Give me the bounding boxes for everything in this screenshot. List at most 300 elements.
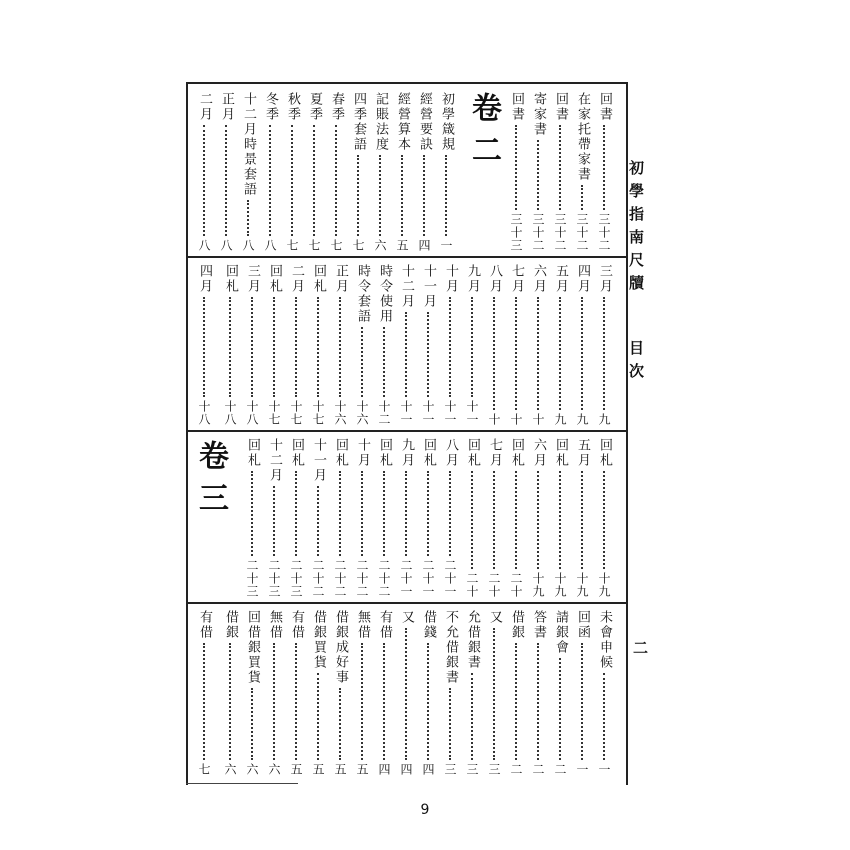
toc-entry bbox=[508, 92, 524, 252]
leader-dots bbox=[339, 471, 341, 556]
entry-title: 借銀 bbox=[509, 610, 524, 640]
entry-title: 記賬法度 bbox=[373, 92, 388, 152]
leader-dots bbox=[427, 312, 429, 397]
entry-title: 秋季 bbox=[285, 92, 300, 122]
entry-title: 九月 bbox=[399, 438, 414, 468]
toc-entry bbox=[266, 438, 282, 598]
toc-entry bbox=[420, 264, 436, 426]
leader-dots bbox=[273, 297, 275, 397]
entry-page-number: 三 bbox=[443, 763, 457, 776]
toc-entry bbox=[464, 610, 480, 776]
leader-dots bbox=[247, 200, 249, 236]
entry-page-number: 五 bbox=[333, 763, 347, 776]
toc-entry bbox=[244, 610, 260, 776]
panel-divider-1 bbox=[186, 256, 626, 258]
leader-dots bbox=[379, 155, 381, 236]
entry-page-number: 二 bbox=[553, 763, 567, 776]
toc-entry bbox=[310, 610, 326, 776]
entry-title: 回札 bbox=[465, 438, 480, 468]
entry-title: 夏季 bbox=[307, 92, 322, 122]
entry-page-number: 十八 bbox=[245, 400, 259, 426]
entry-title: 無借 bbox=[267, 610, 282, 640]
leader-dots bbox=[603, 673, 605, 760]
entry-title: 五月 bbox=[575, 438, 590, 468]
entry-page-number: 十八 bbox=[197, 400, 211, 426]
leader-dots bbox=[445, 155, 447, 236]
leader-dots bbox=[339, 297, 341, 397]
toc-entry bbox=[530, 438, 546, 598]
leader-dots bbox=[471, 471, 473, 569]
toc-entry bbox=[196, 264, 212, 426]
leader-dots bbox=[515, 125, 517, 210]
leader-dots bbox=[493, 628, 495, 760]
entry-title: 九月 bbox=[465, 264, 480, 294]
entry-title: 借銀成好事 bbox=[333, 610, 348, 685]
leader-dots bbox=[603, 125, 605, 210]
toc-entry bbox=[530, 610, 546, 776]
toc-entry bbox=[350, 92, 366, 252]
leader-dots bbox=[317, 673, 319, 760]
leader-dots bbox=[515, 471, 517, 569]
toc-entry bbox=[398, 264, 414, 426]
entry-title: 回函 bbox=[575, 610, 590, 640]
entry-title: 六月 bbox=[531, 438, 546, 468]
entry-title: 回札 bbox=[509, 438, 524, 468]
toc-entry bbox=[442, 438, 458, 598]
toc-entry bbox=[574, 264, 590, 426]
entry-page-number: 十一 bbox=[399, 400, 413, 426]
toc-entry bbox=[240, 92, 256, 252]
leader-dots bbox=[559, 658, 561, 760]
leader-dots bbox=[295, 471, 297, 556]
toc-entry bbox=[508, 438, 524, 598]
entry-title: 八月 bbox=[443, 438, 458, 468]
entry-title: 回札 bbox=[597, 438, 612, 468]
leader-dots bbox=[383, 327, 385, 397]
entry-page-number: 二十 bbox=[487, 572, 501, 598]
entry-title: 十一月 bbox=[421, 264, 436, 309]
entry-page-number: 二十一 bbox=[443, 559, 457, 598]
entry-page-number: 二十三 bbox=[245, 559, 259, 598]
toc-entry bbox=[218, 92, 234, 252]
entry-page-number: 十 bbox=[487, 413, 501, 426]
leader-dots bbox=[339, 688, 341, 760]
entry-title: 不允借銀書 bbox=[443, 610, 458, 685]
toc-entry bbox=[372, 92, 388, 252]
entry-page-number: 十六 bbox=[333, 400, 347, 426]
entry-title: 回札 bbox=[223, 264, 238, 294]
leader-dots bbox=[295, 297, 297, 397]
leader-dots bbox=[515, 297, 517, 410]
entry-title: 借錢 bbox=[421, 610, 436, 640]
leader-dots bbox=[537, 140, 539, 210]
entry-title: 五月 bbox=[553, 264, 568, 294]
entry-title: 回書 bbox=[509, 92, 524, 122]
toc-entry bbox=[442, 264, 458, 426]
book-title: 初學指南尺牘 bbox=[627, 160, 645, 298]
toc-entry bbox=[552, 264, 568, 426]
entry-page-number: 三 bbox=[465, 763, 479, 776]
leaf-number: 二 bbox=[631, 640, 649, 655]
entry-page-number: 二十三 bbox=[289, 559, 303, 598]
volume-label-3: 卷三 bbox=[193, 440, 228, 524]
entry-title: 三月 bbox=[245, 264, 260, 294]
toc-entry bbox=[596, 264, 612, 426]
toc-entry bbox=[394, 92, 410, 252]
toc-entry bbox=[354, 610, 370, 776]
entry-title: 回札 bbox=[421, 438, 436, 468]
top-rule bbox=[186, 82, 626, 84]
toc-entry bbox=[354, 438, 370, 598]
leader-dots bbox=[427, 643, 429, 760]
entry-title: 六月 bbox=[531, 264, 546, 294]
entry-title: 七月 bbox=[509, 264, 524, 294]
leader-dots bbox=[537, 471, 539, 569]
entry-title: 正月 bbox=[333, 264, 348, 294]
toc-entry bbox=[464, 438, 480, 598]
entry-page-number: 十九 bbox=[575, 572, 589, 598]
entry-title: 回借銀買貨 bbox=[245, 610, 260, 685]
entry-page-number: 十九 bbox=[597, 572, 611, 598]
entry-page-number: 七 bbox=[329, 239, 343, 252]
entry-page-number: 二十三 bbox=[267, 559, 281, 598]
entry-title: 又 bbox=[399, 610, 414, 625]
entry-page-number: 八 bbox=[197, 239, 211, 252]
entry-title: 正月 bbox=[219, 92, 234, 122]
entry-title: 有借 bbox=[377, 610, 392, 640]
leader-dots bbox=[493, 471, 495, 569]
toc-entry bbox=[596, 610, 612, 776]
leader-dots bbox=[537, 297, 539, 410]
entry-page-number: 八 bbox=[263, 239, 277, 252]
toc-entry bbox=[464, 264, 480, 426]
entry-page-number: 五 bbox=[395, 239, 409, 252]
entry-title: 十二月 bbox=[399, 264, 414, 309]
entry-page-number: 十九 bbox=[531, 572, 545, 598]
entry-title: 回札 bbox=[377, 438, 392, 468]
toc-entry bbox=[196, 92, 212, 252]
toc-entry bbox=[310, 264, 326, 426]
entry-page-number: 二十一 bbox=[421, 559, 435, 598]
leader-dots bbox=[203, 643, 205, 760]
toc-entry bbox=[442, 610, 458, 776]
leader-dots bbox=[291, 125, 293, 236]
entry-title: 回札 bbox=[289, 438, 304, 468]
entry-page-number: 二十二 bbox=[377, 559, 391, 598]
leader-dots bbox=[251, 471, 253, 556]
entry-page-number: 六 bbox=[245, 763, 259, 776]
entry-page-number: 十九 bbox=[553, 572, 567, 598]
leader-dots bbox=[449, 297, 451, 397]
entry-page-number: 八 bbox=[241, 239, 255, 252]
entry-title: 四月 bbox=[197, 264, 212, 294]
toc-entry bbox=[420, 610, 436, 776]
leader-dots bbox=[269, 125, 271, 236]
entry-title: 回書 bbox=[597, 92, 612, 122]
toc-entry bbox=[376, 438, 392, 598]
leader-dots bbox=[471, 297, 473, 397]
leader-dots bbox=[427, 471, 429, 556]
entry-page-number: 七 bbox=[197, 763, 211, 776]
entry-title: 回札 bbox=[553, 438, 568, 468]
leader-dots bbox=[581, 297, 583, 410]
leader-dots bbox=[559, 471, 561, 569]
leader-dots bbox=[471, 673, 473, 760]
page-number: 9 bbox=[420, 802, 430, 818]
toc-entry bbox=[332, 610, 348, 776]
toc-entry bbox=[574, 92, 590, 252]
leader-dots bbox=[357, 155, 359, 236]
leader-dots bbox=[317, 486, 319, 556]
entry-title: 二月 bbox=[197, 92, 212, 122]
entry-page-number: 二十一 bbox=[399, 559, 413, 598]
leader-dots bbox=[203, 125, 205, 236]
leader-dots bbox=[317, 297, 319, 397]
toc-entry bbox=[288, 438, 304, 598]
toc-entry bbox=[332, 264, 348, 426]
entry-title: 經營算本 bbox=[395, 92, 410, 152]
entry-title: 十二月時景套語 bbox=[241, 92, 256, 197]
leader-dots bbox=[383, 471, 385, 556]
panel-divider-3 bbox=[186, 602, 626, 604]
leader-dots bbox=[361, 643, 363, 760]
entry-title: 八月 bbox=[487, 264, 502, 294]
entry-title: 四季套語 bbox=[351, 92, 366, 152]
leader-dots bbox=[603, 297, 605, 410]
entry-page-number: 三十三 bbox=[509, 213, 523, 252]
entry-title: 回書 bbox=[553, 92, 568, 122]
leader-dots bbox=[361, 471, 363, 556]
toc-entry bbox=[262, 92, 278, 252]
entry-page-number: 一 bbox=[439, 239, 453, 252]
leader-dots bbox=[603, 471, 605, 569]
entry-title: 有借 bbox=[289, 610, 304, 640]
entry-page-number: 十一 bbox=[443, 400, 457, 426]
entry-title: 三月 bbox=[597, 264, 612, 294]
entry-page-number: 十一 bbox=[465, 400, 479, 426]
toc-entry bbox=[438, 92, 454, 252]
entry-page-number: 十 bbox=[509, 413, 523, 426]
entry-page-number: 六 bbox=[223, 763, 237, 776]
entry-page-number: 八 bbox=[219, 239, 233, 252]
leader-dots bbox=[313, 125, 315, 236]
toc-entry bbox=[284, 92, 300, 252]
entry-page-number: 十 bbox=[531, 413, 545, 426]
leader-dots bbox=[423, 155, 425, 236]
entry-title: 初學箴規 bbox=[439, 92, 454, 152]
entry-page-number: 十七 bbox=[311, 400, 325, 426]
entry-title: 有借 bbox=[197, 610, 212, 640]
entry-page-number: 二十 bbox=[509, 572, 523, 598]
entry-title: 經營要訣 bbox=[417, 92, 432, 152]
toc-entry bbox=[508, 610, 524, 776]
entry-page-number: 九 bbox=[597, 413, 611, 426]
entry-page-number: 四 bbox=[417, 239, 431, 252]
entry-page-number: 七 bbox=[285, 239, 299, 252]
toc-entry bbox=[266, 264, 282, 426]
toc-entry bbox=[530, 92, 546, 252]
entry-page-number: 三十二 bbox=[597, 213, 611, 252]
entry-page-number: 七 bbox=[351, 239, 365, 252]
entry-page-number: 十七 bbox=[267, 400, 281, 426]
leader-dots bbox=[203, 297, 205, 397]
entry-page-number: 二 bbox=[509, 763, 523, 776]
leader-dots bbox=[405, 471, 407, 556]
entry-page-number: 一 bbox=[575, 763, 589, 776]
entry-page-number: 五 bbox=[289, 763, 303, 776]
toc-entry bbox=[596, 92, 612, 252]
toc-entry bbox=[552, 92, 568, 252]
entry-title: 回札 bbox=[267, 264, 282, 294]
entry-page-number: 九 bbox=[553, 413, 567, 426]
toc-entry bbox=[332, 438, 348, 598]
entry-title: 回札 bbox=[333, 438, 348, 468]
entry-title: 回札 bbox=[245, 438, 260, 468]
leader-dots bbox=[493, 297, 495, 410]
leader-dots bbox=[401, 155, 403, 236]
entry-title: 十月 bbox=[355, 438, 370, 468]
entry-title: 借銀買貨 bbox=[311, 610, 326, 670]
entry-title: 請銀會 bbox=[553, 610, 568, 655]
entry-title: 回札 bbox=[311, 264, 326, 294]
entry-title: 十二月 bbox=[267, 438, 282, 483]
toc-entry bbox=[416, 92, 432, 252]
leader-dots bbox=[559, 125, 561, 210]
toc-entry bbox=[552, 610, 568, 776]
entry-page-number: 三 bbox=[487, 763, 501, 776]
entry-page-number: 四 bbox=[377, 763, 391, 776]
toc-entry bbox=[376, 264, 392, 426]
leader-dots bbox=[251, 297, 253, 397]
entry-page-number: 三十二 bbox=[531, 213, 545, 252]
entry-page-number: 九 bbox=[575, 413, 589, 426]
entry-page-number: 五 bbox=[355, 763, 369, 776]
entry-page-number: 三十二 bbox=[553, 213, 567, 252]
entry-title: 借銀 bbox=[223, 610, 238, 640]
toc-entry bbox=[486, 438, 502, 598]
leader-dots bbox=[449, 471, 451, 556]
leader-dots bbox=[581, 643, 583, 760]
entry-page-number: 二十二 bbox=[311, 559, 325, 598]
entry-title: 無借 bbox=[355, 610, 370, 640]
entry-page-number: 十一 bbox=[421, 400, 435, 426]
entry-title: 又 bbox=[487, 610, 502, 625]
toc-entry bbox=[596, 438, 612, 598]
entry-title: 十月 bbox=[443, 264, 458, 294]
toc-entry bbox=[398, 438, 414, 598]
toc-entry bbox=[486, 610, 502, 776]
section-label: 目次 bbox=[627, 340, 645, 386]
toc-entry bbox=[530, 264, 546, 426]
entry-page-number: 四 bbox=[421, 763, 435, 776]
leader-dots bbox=[581, 471, 583, 569]
entry-page-number: 一 bbox=[597, 763, 611, 776]
toc-entry bbox=[354, 264, 370, 426]
leader-dots bbox=[225, 125, 227, 236]
toc-entry bbox=[376, 610, 392, 776]
leader-dots bbox=[361, 327, 363, 397]
toc-entry bbox=[266, 610, 282, 776]
entry-title: 七月 bbox=[487, 438, 502, 468]
entry-page-number: 十八 bbox=[223, 400, 237, 426]
toc-entry bbox=[196, 610, 212, 776]
toc-entry bbox=[222, 610, 238, 776]
toc-entry bbox=[574, 610, 590, 776]
bottom-rule bbox=[186, 783, 298, 784]
entry-page-number: 七 bbox=[307, 239, 321, 252]
toc-entry bbox=[508, 264, 524, 426]
toc-entry bbox=[328, 92, 344, 252]
leader-dots bbox=[559, 297, 561, 410]
toc-entry bbox=[222, 264, 238, 426]
leader-dots bbox=[229, 297, 231, 397]
entry-title: 未會申候 bbox=[597, 610, 612, 670]
entry-title: 在家托帶家書 bbox=[575, 92, 590, 182]
toc-entry bbox=[310, 438, 326, 598]
leader-dots bbox=[515, 643, 517, 760]
entry-page-number: 五 bbox=[311, 763, 325, 776]
toc-entry bbox=[288, 610, 304, 776]
leader-dots bbox=[251, 688, 253, 760]
entry-page-number: 二十二 bbox=[333, 559, 347, 598]
entry-page-number: 六 bbox=[373, 239, 387, 252]
toc-entry bbox=[244, 264, 260, 426]
toc-entry bbox=[486, 264, 502, 426]
leader-dots bbox=[449, 688, 451, 760]
leader-dots bbox=[335, 125, 337, 236]
entry-title: 四月 bbox=[575, 264, 590, 294]
entry-page-number: 四 bbox=[399, 763, 413, 776]
leader-dots bbox=[405, 312, 407, 397]
entry-page-number: 二十二 bbox=[355, 559, 369, 598]
entry-page-number: 十二 bbox=[377, 400, 391, 426]
entry-page-number: 六 bbox=[267, 763, 281, 776]
entry-title: 答書 bbox=[531, 610, 546, 640]
entry-title: 時令套語 bbox=[355, 264, 370, 324]
leader-dots bbox=[537, 643, 539, 760]
entry-title: 允借銀書 bbox=[465, 610, 480, 670]
toc-entry bbox=[574, 438, 590, 598]
entry-title: 二月 bbox=[289, 264, 304, 294]
toc-entry bbox=[306, 92, 322, 252]
volume-label-2: 卷二 bbox=[466, 92, 501, 176]
entry-title: 十一月 bbox=[311, 438, 326, 483]
panel-divider-2 bbox=[186, 430, 626, 432]
entry-title: 冬季 bbox=[263, 92, 278, 122]
leader-dots bbox=[273, 643, 275, 760]
leader-dots bbox=[229, 643, 231, 760]
leader-dots bbox=[295, 643, 297, 760]
leader-dots bbox=[383, 643, 385, 760]
toc-entry bbox=[552, 438, 568, 598]
toc-entry bbox=[288, 264, 304, 426]
entry-title: 時令使用 bbox=[377, 264, 392, 324]
leader-dots bbox=[273, 486, 275, 556]
entry-page-number: 二十 bbox=[465, 572, 479, 598]
toc-entry bbox=[244, 438, 260, 598]
entry-page-number: 二 bbox=[531, 763, 545, 776]
entry-page-number: 三十二 bbox=[575, 213, 589, 252]
toc-entry bbox=[420, 438, 436, 598]
book-header bbox=[626, 160, 647, 386]
entry-title: 春季 bbox=[329, 92, 344, 122]
entry-title: 寄家書 bbox=[531, 92, 546, 137]
toc-entry bbox=[398, 610, 414, 776]
leader-dots bbox=[405, 628, 407, 760]
leader-dots bbox=[581, 185, 583, 210]
entry-page-number: 十七 bbox=[289, 400, 303, 426]
entry-page-number: 十六 bbox=[355, 400, 369, 426]
